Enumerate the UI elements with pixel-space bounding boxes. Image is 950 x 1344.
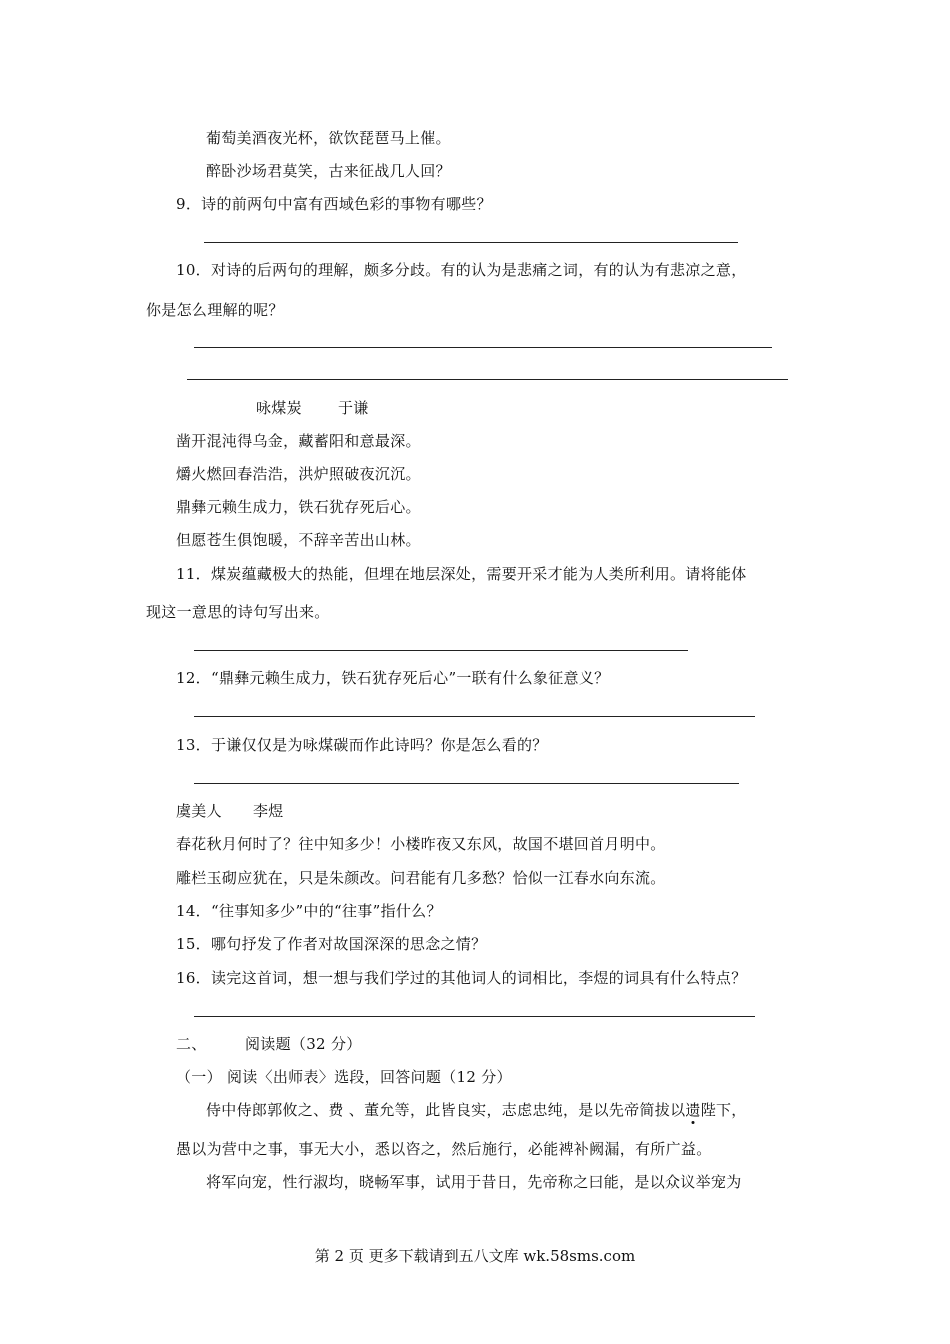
answer-line-9 — [204, 242, 738, 243]
poem1-line3: 葡萄美酒夜光杯，欲饮琵琶马上催。 — [206, 129, 451, 147]
poem2-line1: 凿开混沌得乌金，藏蓄阳和意最深。 — [176, 432, 421, 450]
answer-line-10a — [194, 347, 772, 348]
section-2-number: 二、 — [176, 1035, 207, 1053]
poem2-line4: 但愿苍生俱饱暖，不辞辛苦出山林。 — [176, 531, 421, 549]
question-10-line2: 你是怎么理解的呢？ — [146, 301, 284, 319]
poem3-line1: 春花秋月何时了？往中知多少！小楼昨夜又东风，故国不堪回首月明中。 — [176, 835, 666, 853]
question-16: 16．读完这首词，想一想与我们学过的其他词人的词相比，李煜的词具有什么特点？ — [176, 969, 747, 987]
part-1-heading: （一） 阅读〈出师表〉选段，回答问题（12 分） — [176, 1068, 512, 1086]
question-14: 14．“往事知多少”中的“往事”指什么？ — [176, 902, 442, 920]
passage-text: 侍中侍郎郭攸之、费 、董允等，此皆良实，志虑忠纯，是以先帝简拔以 — [206, 1101, 686, 1119]
poem1-line4: 醉卧沙场君莫笑，古来征战几人回？ — [206, 162, 451, 180]
emphasis-dot-char: 遗 — [685, 1101, 701, 1119]
poem2-author: 于谦 — [338, 399, 369, 417]
passage-text: 陛下， — [700, 1101, 747, 1119]
poem3-author: 李煜 — [253, 802, 284, 820]
page-footer: 第 2 页 更多下载请到五八文库 wk.58sms.com — [314, 1247, 636, 1265]
answer-line-16 — [194, 1016, 755, 1017]
question-9: 9．诗的前两句中富有西域色彩的事物有哪些？ — [176, 195, 492, 213]
question-11-line2: 现这一意思的诗句写出来。 — [146, 603, 330, 621]
question-15: 15．哪句抒发了作者对故国深深的思念之情？ — [176, 935, 487, 953]
poem2-line3: 鼎彝元赖生成力，铁石犹存死后心。 — [176, 498, 421, 516]
passage-para2-line1: 将军向宠，性行淑均，晓畅军事，试用于昔日，先帝称之曰能，是以众议举宠为 — [206, 1173, 742, 1191]
poem2-title: 咏煤炭 — [256, 399, 302, 417]
passage-para1-line1 — [206, 1100, 747, 1120]
answer-line-13 — [194, 783, 739, 784]
answer-line-11 — [194, 650, 688, 651]
passage-para1-line2: 愚以为营中之事，事无大小，悉以咨之，然后施行，必能裨补阙漏，有所广益。 — [176, 1140, 712, 1158]
question-11-line1: 11．煤炭蕴藏极大的热能，但埋在地层深处，需要开采才能为人类所利用。请将能体 — [176, 565, 747, 583]
question-12: 12．“鼎彝元赖生成力，铁石犹存死后心”一联有什么象征意义？ — [176, 669, 610, 687]
answer-line-12 — [194, 716, 755, 717]
poem3-line2: 雕栏玉砌应犹在，只是朱颜改。问君能有几多愁？恰似一江春水向东流。 — [176, 869, 666, 887]
question-10-line1: 10．对诗的后两句的理解，颇多分歧。有的认为是悲痛之词，有的认为有悲凉之意， — [176, 261, 747, 279]
answer-line-10b — [187, 379, 788, 380]
poem2-line2: 爝火燃回春浩浩，洪炉照破夜沉沉。 — [176, 465, 421, 483]
section-2-title: 阅读题（32 分） — [245, 1035, 362, 1053]
poem3-title: 虞美人 — [176, 802, 222, 820]
question-13: 13．于谦仅仅是为咏煤碳而作此诗吗？你是怎么看的？ — [176, 736, 548, 754]
